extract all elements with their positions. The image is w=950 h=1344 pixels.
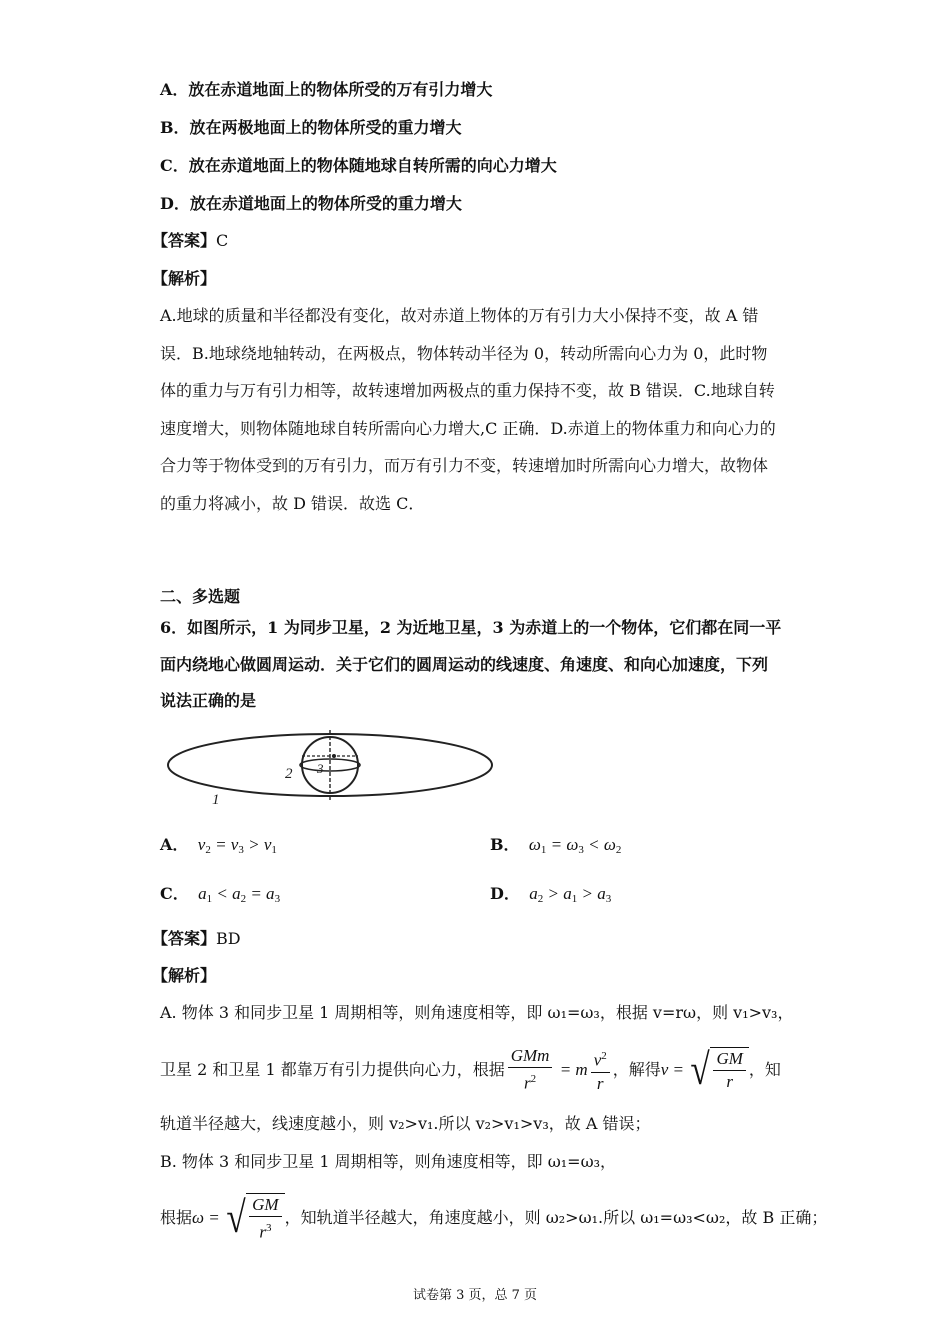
q6-analysis-formula-line bbox=[160, 1188, 827, 1248]
section-title: 二、多选题 bbox=[160, 587, 241, 606]
orbit-figure bbox=[160, 728, 500, 810]
q6-analysis-line: A. 物体 3 和同步卫星 1 周期相等，则角速度相等，即 ω₁=ω₃，根据 v=rω，则 v₁>v₃， bbox=[160, 1003, 794, 1022]
answer-label: 【答案】 bbox=[152, 231, 217, 250]
option-formula: $a_2 > a_1 > a_3$ bbox=[524, 884, 612, 905]
q6-option-a bbox=[160, 833, 277, 862]
analysis-text: 卫星 2 和卫星 1 都靠万有引力提供向心力，根据 bbox=[160, 1060, 505, 1079]
q6-analysis-formula-line bbox=[160, 1042, 781, 1098]
q6-stem-line: 面内绕地心做圆周运动．关于它们的圆周运动的线速度、角速度、和向心加速度，下列 bbox=[160, 655, 769, 674]
velocity-formula: v = √ $\frac{GM}{r}$ bbox=[661, 1047, 749, 1093]
q5-answer bbox=[152, 230, 228, 252]
object-3-dot bbox=[332, 754, 336, 758]
q6-option-d bbox=[490, 882, 611, 911]
q6-stem-line: 说法正确的是 bbox=[160, 691, 257, 710]
omega-formula: ω = √ $\frac{GM}{r^3}$ bbox=[192, 1193, 285, 1244]
q6-option-b bbox=[490, 833, 621, 862]
q6-analysis-label: 【解析】 bbox=[152, 966, 217, 985]
option-formula: $v_2 = v_3 > v_1$ bbox=[193, 835, 277, 856]
q6-option-c bbox=[160, 882, 280, 911]
label-3: 3 bbox=[317, 761, 324, 776]
label-2: 2 bbox=[285, 766, 293, 782]
answer-value: C bbox=[216, 231, 229, 250]
option-label: D． bbox=[490, 884, 520, 903]
analysis-text: ，知轨道半径越大，角速度越小，则 ω₂>ω₁.所以 ω₁=ω₃<ω₂，故 B 正确； bbox=[284, 1208, 828, 1227]
q6-stem-line: 6．如图所示，1 为同步卫星，2 为近地卫星，3 为赤道上的一个物体，它们都在同一平 bbox=[160, 618, 782, 637]
q5-analysis-line: 误．B.地球绕地轴转动，在两极点，物体转动半径为 0，转动所需向心力为 0，此时物 bbox=[160, 344, 768, 363]
q5-analysis-line: 速度增大，则物体随地球自转所需向心力增大,C 正确．D.赤道上的物体重力和向心力的 bbox=[160, 419, 776, 438]
page-footer: 试卷第 3 页，总 7 页 bbox=[412, 1288, 538, 1303]
q5-analysis-label: 【解析】 bbox=[152, 269, 217, 288]
option-formula: $a_1 < a_2 = a_3$ bbox=[193, 884, 281, 905]
q5-analysis-line: 体的重力与万有引力相等，故转速增加两极点的重力保持不变，故 B 错误．C.地球自转 bbox=[160, 381, 775, 400]
q6-analysis-line: 轨道半径越大，线速度越小，则 v₂>v₁.所以 v₂>v₁>v₃，故 A 错误； bbox=[160, 1114, 651, 1133]
q5-option-d: D．放在赤道地面上的物体所受的重力增大 bbox=[160, 194, 462, 213]
option-label: C． bbox=[160, 884, 189, 903]
analysis-text: ，解得 bbox=[612, 1060, 661, 1079]
answer-label: 【答案】 bbox=[152, 929, 217, 948]
answer-value: BD bbox=[216, 929, 241, 948]
gravity-formula: $\frac{\text{GMm}}{r^2}$ = m $\frac{v^2}{r}$ bbox=[505, 1045, 613, 1095]
analysis-text: ，知 bbox=[748, 1060, 781, 1079]
q5-option-c: C．放在赤道地面上的物体随地球自转所需的向心力增大 bbox=[160, 156, 557, 175]
label-1: 1 bbox=[212, 792, 220, 808]
q6-answer bbox=[152, 928, 241, 950]
option-label: B． bbox=[490, 835, 520, 854]
option-label: A． bbox=[160, 835, 189, 854]
q5-analysis-line: A.地球的质量和半径都没有变化，故对赤道上物体的万有引力大小保持不变，故 A 错 bbox=[160, 306, 759, 325]
q5-analysis-line: 的重力将减小，故 D 错误．故选 C． bbox=[160, 494, 425, 513]
q5-option-b: B．放在两极地面上的物体所受的重力增大 bbox=[160, 118, 462, 137]
q5-option-a: A．放在赤道地面上的物体所受的万有引力增大 bbox=[160, 80, 493, 99]
option-formula: $\omega_1 = \omega_3 < \omega_2$ bbox=[524, 835, 622, 856]
q6-analysis-line: B. 物体 3 和同步卫星 1 周期相等，则角速度相等，即 ω₁=ω₃， bbox=[160, 1152, 617, 1171]
q5-analysis-line: 合力等于物体受到的万有引力，而万有引力不变，转速增加时所需向心力增大，故物体 bbox=[160, 456, 769, 475]
analysis-text: 根据 bbox=[160, 1208, 193, 1227]
